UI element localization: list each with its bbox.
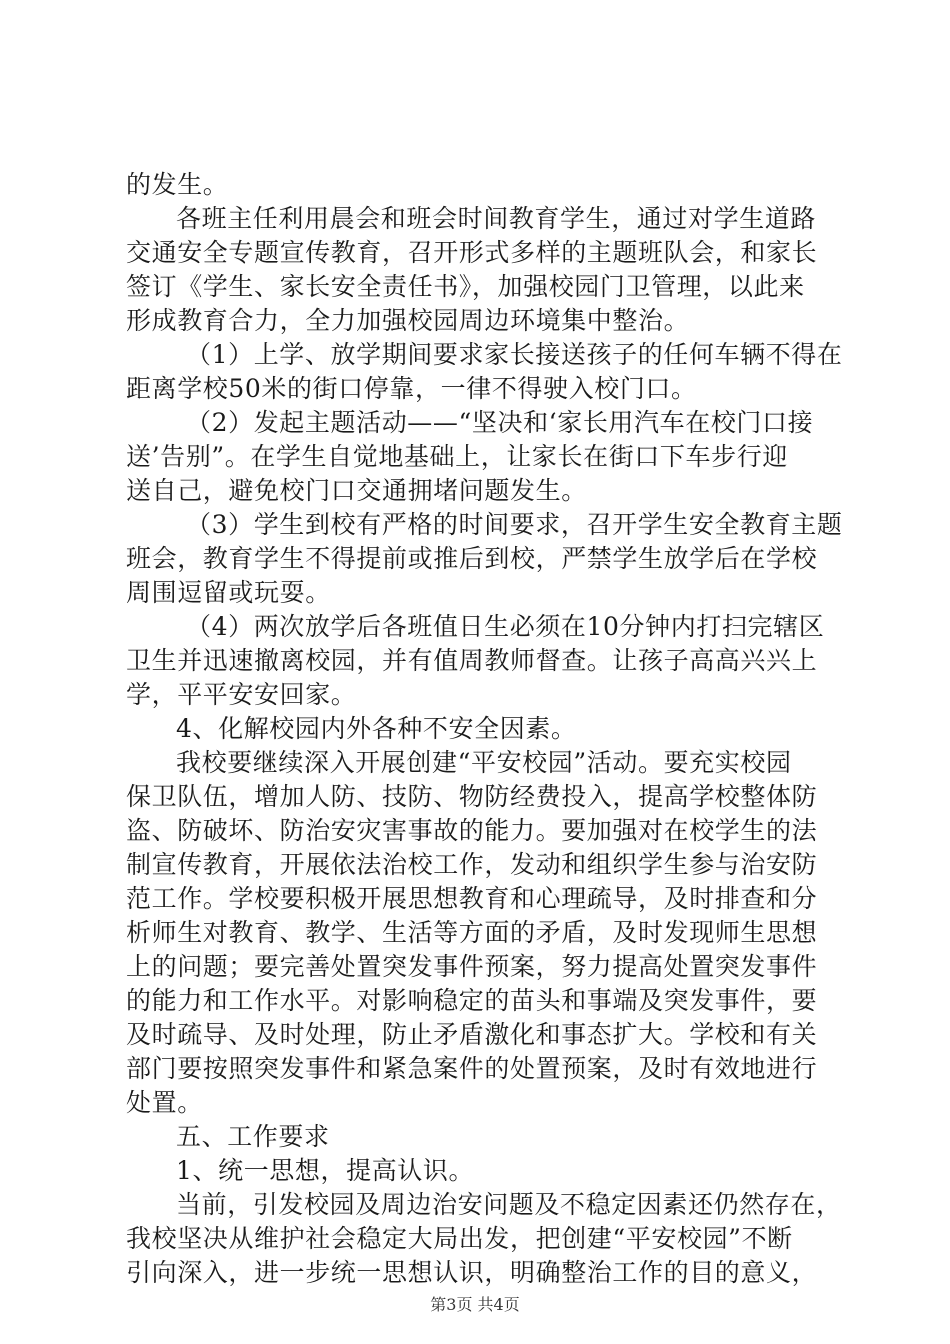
text-line: 的发生。 — [126, 170, 229, 199]
text-line: 我校要继续深入开展创建“平安校园”活动。要充实校园 — [176, 748, 792, 777]
text-line: （2）发起主题活动——“坚决和‘家长用汽车在校门口接 — [186, 408, 814, 437]
text-line: 学，平平安安回家。 — [126, 680, 357, 709]
text-line: 析师生对教育、教学、生活等方面的矛盾，及时发现师生思想 — [126, 918, 818, 947]
text-line: 保卫队伍，增加人防、技防、物防经费投入，提高学校整体防 — [126, 782, 818, 811]
text-line: 的能力和工作水平。对影响稳定的苗头和事端及突发事件，要 — [126, 986, 818, 1015]
text-line: 交通安全专题宣传教育，召开形式多样的主题班队会，和家长 — [126, 238, 818, 267]
text-line: 当前，引发校园及周边治安问题及不稳定因素还仍然存在， — [176, 1190, 842, 1219]
text-line: 盗、防破坏、防治安灾害事故的能力。要加强对在校学生的法 — [126, 816, 818, 845]
text-line: 上的问题；要完善处置突发事件预案，努力提高处置突发事件 — [126, 952, 818, 981]
text-line: （3）学生到校有严格的时间要求，召开学生安全教育主题 — [186, 510, 843, 539]
text-line: 签订《学生、家长安全责任书》，加强校园门卫管理，以此来 — [126, 272, 805, 301]
page-number-footer: 第3页 共4页 — [430, 1295, 520, 1314]
text-line: 及时疏导、及时处理，防止矛盾激化和事态扩大。学校和有关 — [126, 1020, 818, 1049]
text-line: 送’告别”。在学生自觉地基础上，让家长在街口下车步行迎 — [126, 442, 788, 471]
text-line: 卫生并迅速撤离校园，并有值周教师督查。让孩子高高兴兴上 — [126, 646, 818, 675]
text-line: 班会，教育学生不得提前或推后到校，严禁学生放学后在学校 — [126, 544, 818, 573]
text-line: 引向深入，进一步统一思想认识，明确整治工作的目的意义， — [126, 1258, 818, 1287]
text-line: 送自己，避免校门口交通拥堵问题发生。 — [126, 476, 587, 505]
text-line: 范工作。学校要积极开展思想教育和心理疏导，及时排查和分 — [126, 884, 818, 913]
subsection-heading: 1、统一思想，提高认识。 — [176, 1156, 475, 1185]
text-line: 周围逗留或玩耍。 — [126, 578, 331, 607]
text-line: 制宣传教育，开展依法治校工作，发动和组织学生参与治安防 — [126, 850, 818, 879]
text-line: 各班主任利用晨会和班会时间教育学生，通过对学生道路 — [176, 204, 817, 233]
section-heading: 4、化解校园内外各种不安全因素。 — [176, 714, 577, 743]
document-body — [126, 168, 843, 1290]
text-line: （1）上学、放学期间要求家长接送孩子的任何车辆不得在 — [186, 340, 843, 369]
text-line: 距离学校50米的街口停靠，一律不得驶入校门口。 — [126, 374, 697, 403]
section-heading: 五、工作要求 — [176, 1122, 330, 1151]
text-line: （4）两次放学后各班值日生必须在10分钟内打扫完辖区 — [186, 612, 825, 641]
text-line: 处置。 — [126, 1088, 203, 1117]
text-line: 形成教育合力，全力加强校园周边环境集中整治。 — [126, 306, 690, 335]
text-line: 部门要按照突发事件和紧急案件的处置预案，及时有效地进行 — [126, 1054, 818, 1083]
text-line: 我校坚决从维护社会稳定大局出发，把创建“平安校园”不断 — [126, 1224, 793, 1253]
